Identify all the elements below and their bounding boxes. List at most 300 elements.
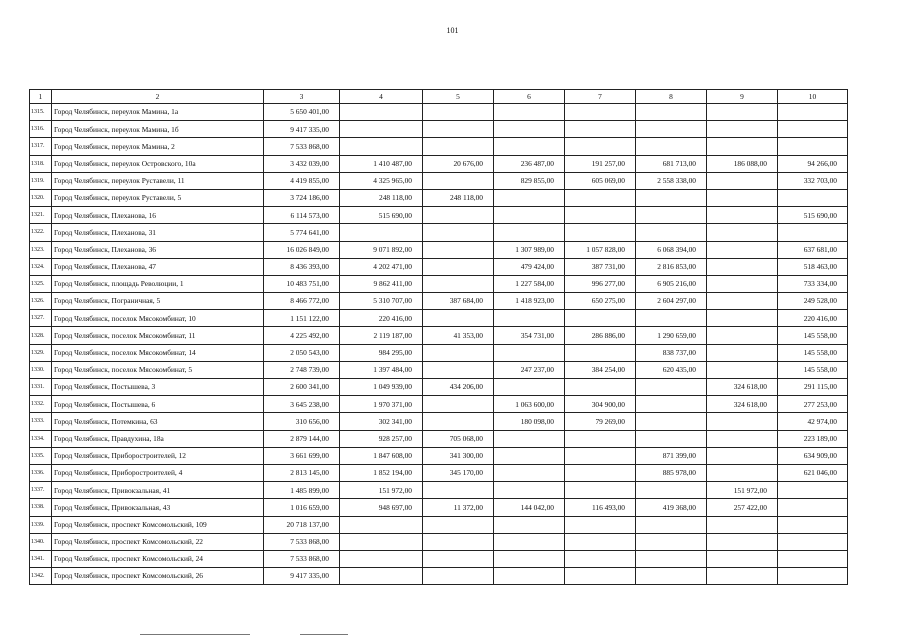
row-number: 1320.: [30, 189, 52, 206]
value-cell: [565, 344, 636, 361]
value-cell: 948 697,00: [340, 499, 423, 516]
address-cell: Город Челябинск, поселок Мясокомбинат, 10: [52, 310, 264, 327]
value-cell: 42 974,00: [778, 413, 848, 430]
column-header: 2: [52, 90, 264, 104]
value-cell: [707, 464, 778, 481]
value-cell: [778, 104, 848, 121]
value-cell: [565, 516, 636, 533]
value-cell: [494, 447, 565, 464]
value-cell: 248 118,00: [423, 189, 494, 206]
address-cell: Город Челябинск, переулок Руставели, 11: [52, 172, 264, 189]
row-number: 1328.: [30, 327, 52, 344]
header-row: [30, 90, 848, 104]
row-number: 1334.: [30, 430, 52, 447]
value-cell: [494, 224, 565, 241]
value-cell: 7 533 868,00: [264, 138, 340, 155]
value-cell: 180 098,00: [494, 413, 565, 430]
value-cell: [340, 516, 423, 533]
value-cell: [636, 310, 707, 327]
value-cell: [707, 310, 778, 327]
value-cell: [636, 430, 707, 447]
value-cell: [494, 189, 565, 206]
value-cell: [707, 516, 778, 533]
value-cell: [707, 258, 778, 275]
value-cell: 2 816 853,00: [636, 258, 707, 275]
value-cell: 332 703,00: [778, 172, 848, 189]
column-header: 5: [423, 90, 494, 104]
value-cell: 4 325 965,00: [340, 172, 423, 189]
address-cell: Город Челябинск, Плеханова, 47: [52, 258, 264, 275]
row-number: 1325.: [30, 275, 52, 292]
value-cell: 634 909,00: [778, 447, 848, 464]
value-cell: [565, 189, 636, 206]
value-cell: 304 900,00: [565, 396, 636, 413]
value-cell: [707, 224, 778, 241]
value-cell: [778, 550, 848, 567]
column-header: 9: [707, 90, 778, 104]
table-row: [30, 344, 848, 361]
value-cell: 20 676,00: [423, 155, 494, 172]
value-cell: 2 050 543,00: [264, 344, 340, 361]
value-cell: [565, 464, 636, 481]
value-cell: 236 487,00: [494, 155, 565, 172]
value-cell: 1 049 939,00: [340, 379, 423, 396]
row-number: 1337.: [30, 482, 52, 499]
value-cell: 291 115,00: [778, 379, 848, 396]
value-cell: 1 970 371,00: [340, 396, 423, 413]
value-cell: 2 600 341,00: [264, 379, 340, 396]
footer-line: [140, 634, 250, 635]
value-cell: [778, 224, 848, 241]
value-cell: [565, 104, 636, 121]
value-cell: 2 748 739,00: [264, 361, 340, 378]
value-cell: [778, 499, 848, 516]
row-number: 1342.: [30, 568, 52, 585]
address-cell: Город Челябинск, переулок Руставели, 5: [52, 189, 264, 206]
table-row: [30, 379, 848, 396]
value-cell: 650 275,00: [565, 293, 636, 310]
row-number: 1336.: [30, 464, 52, 481]
value-cell: [423, 344, 494, 361]
value-cell: [636, 207, 707, 224]
value-cell: [636, 550, 707, 567]
value-cell: 220 416,00: [778, 310, 848, 327]
value-cell: 871 399,00: [636, 447, 707, 464]
value-cell: 257 422,00: [707, 499, 778, 516]
value-cell: 191 257,00: [565, 155, 636, 172]
value-cell: [423, 533, 494, 550]
address-cell: Город Челябинск, Правдухина, 18а: [52, 430, 264, 447]
value-cell: [340, 550, 423, 567]
value-cell: 10 483 751,00: [264, 275, 340, 292]
value-cell: [494, 104, 565, 121]
value-cell: [636, 396, 707, 413]
value-cell: 1 063 600,00: [494, 396, 565, 413]
value-cell: [494, 344, 565, 361]
value-cell: 3 661 699,00: [264, 447, 340, 464]
row-number: 1327.: [30, 310, 52, 327]
value-cell: [707, 275, 778, 292]
value-cell: [565, 224, 636, 241]
column-header: 10: [778, 90, 848, 104]
table-row: [30, 189, 848, 206]
value-cell: 11 372,00: [423, 499, 494, 516]
address-cell: Город Челябинск, переулок Мамина, 2: [52, 138, 264, 155]
value-cell: 302 341,00: [340, 413, 423, 430]
value-cell: 637 681,00: [778, 241, 848, 258]
value-cell: [494, 121, 565, 138]
value-cell: [494, 138, 565, 155]
value-cell: 151 972,00: [340, 482, 423, 499]
value-cell: 1 410 487,00: [340, 155, 423, 172]
value-cell: [707, 241, 778, 258]
row-number: 1332.: [30, 396, 52, 413]
value-cell: [423, 258, 494, 275]
value-cell: [423, 172, 494, 189]
value-cell: 116 493,00: [565, 499, 636, 516]
value-cell: 829 855,00: [494, 172, 565, 189]
value-cell: [423, 224, 494, 241]
table-row: [30, 327, 848, 344]
value-cell: 248 118,00: [340, 189, 423, 206]
table-row: [30, 550, 848, 567]
value-cell: 220 416,00: [340, 310, 423, 327]
table-row: [30, 361, 848, 378]
table-row: [30, 499, 848, 516]
repair-cost-table: [29, 89, 848, 585]
value-cell: 434 206,00: [423, 379, 494, 396]
value-cell: [494, 379, 565, 396]
value-cell: [636, 413, 707, 430]
table-row: [30, 275, 848, 292]
value-cell: 249 528,00: [778, 293, 848, 310]
value-cell: [423, 550, 494, 567]
address-cell: Город Челябинск, поселок Мясокомбинат, 11: [52, 327, 264, 344]
address-cell: Город Челябинск, Плеханова, 36: [52, 241, 264, 258]
value-cell: [636, 533, 707, 550]
value-cell: [494, 482, 565, 499]
value-cell: 1 852 194,00: [340, 464, 423, 481]
value-cell: [707, 550, 778, 567]
value-cell: [636, 482, 707, 499]
address-cell: Город Челябинск, поселок Мясокомбинат, 14: [52, 344, 264, 361]
column-header: 6: [494, 90, 565, 104]
value-cell: 1 485 899,00: [264, 482, 340, 499]
value-cell: 733 334,00: [778, 275, 848, 292]
value-cell: [707, 207, 778, 224]
value-cell: [636, 516, 707, 533]
value-cell: 3 645 238,00: [264, 396, 340, 413]
value-cell: 885 978,00: [636, 464, 707, 481]
value-cell: [636, 104, 707, 121]
value-cell: 41 353,00: [423, 327, 494, 344]
value-cell: [707, 413, 778, 430]
value-cell: 681 713,00: [636, 155, 707, 172]
value-cell: 1 227 584,00: [494, 275, 565, 292]
value-cell: 9 862 411,00: [340, 275, 423, 292]
value-cell: [494, 430, 565, 447]
value-cell: [565, 568, 636, 585]
row-number: 1323.: [30, 241, 52, 258]
value-cell: 7 533 868,00: [264, 550, 340, 567]
value-cell: 2 813 145,00: [264, 464, 340, 481]
value-cell: 1 307 989,00: [494, 241, 565, 258]
address-cell: Город Челябинск, Потемкина, 63: [52, 413, 264, 430]
value-cell: [778, 121, 848, 138]
address-cell: Город Челябинск, поселок Мясокомбинат, 5: [52, 361, 264, 378]
value-cell: 621 046,00: [778, 464, 848, 481]
value-cell: 384 254,00: [565, 361, 636, 378]
value-cell: 1 397 484,00: [340, 361, 423, 378]
value-cell: [494, 516, 565, 533]
table-row: [30, 396, 848, 413]
table-row: [30, 447, 848, 464]
value-cell: [423, 413, 494, 430]
column-header: 1: [30, 90, 52, 104]
value-cell: 186 088,00: [707, 155, 778, 172]
row-number: 1316.: [30, 121, 52, 138]
value-cell: [494, 550, 565, 567]
value-cell: [565, 550, 636, 567]
value-cell: 2 119 187,00: [340, 327, 423, 344]
value-cell: [565, 138, 636, 155]
value-cell: [707, 327, 778, 344]
row-number: 1338.: [30, 499, 52, 516]
address-cell: Город Челябинск, Постышева, 3: [52, 379, 264, 396]
value-cell: 2 879 144,00: [264, 430, 340, 447]
table-row: [30, 413, 848, 430]
value-cell: [423, 361, 494, 378]
value-cell: [707, 344, 778, 361]
value-cell: [565, 533, 636, 550]
address-cell: Город Челябинск, Постышева, 6: [52, 396, 264, 413]
address-cell: Город Челябинск, Пограничная, 5: [52, 293, 264, 310]
value-cell: 6 905 216,00: [636, 275, 707, 292]
value-cell: 151 972,00: [707, 482, 778, 499]
value-cell: [707, 293, 778, 310]
address-cell: Город Челябинск, проспект Комсомольский, 24: [52, 550, 264, 567]
value-cell: 387 684,00: [423, 293, 494, 310]
table-row: [30, 293, 848, 310]
table-row: [30, 138, 848, 155]
row-number: 1326.: [30, 293, 52, 310]
value-cell: [423, 275, 494, 292]
value-cell: 144 042,00: [494, 499, 565, 516]
value-cell: [423, 568, 494, 585]
value-cell: 324 618,00: [707, 396, 778, 413]
value-cell: 9 417 335,00: [264, 568, 340, 585]
value-cell: [423, 138, 494, 155]
value-cell: 1 151 122,00: [264, 310, 340, 327]
value-cell: 705 068,00: [423, 430, 494, 447]
value-cell: 277 253,00: [778, 396, 848, 413]
value-cell: 515 690,00: [778, 207, 848, 224]
value-cell: [707, 533, 778, 550]
row-number: 1321.: [30, 207, 52, 224]
value-cell: [340, 121, 423, 138]
value-cell: 1 057 828,00: [565, 241, 636, 258]
value-cell: [636, 568, 707, 585]
value-cell: 20 718 137,00: [264, 516, 340, 533]
value-cell: 145 558,00: [778, 344, 848, 361]
value-cell: 4 225 492,00: [264, 327, 340, 344]
value-cell: 479 424,00: [494, 258, 565, 275]
value-cell: [565, 207, 636, 224]
value-cell: [494, 568, 565, 585]
address-cell: Город Челябинск, Плеханова, 31: [52, 224, 264, 241]
value-cell: 145 558,00: [778, 361, 848, 378]
address-cell: Город Челябинск, переулок Островского, 10а: [52, 155, 264, 172]
value-cell: 928 257,00: [340, 430, 423, 447]
page-number: 101: [446, 26, 459, 35]
table-row: [30, 464, 848, 481]
value-cell: [340, 568, 423, 585]
table-row: [30, 533, 848, 550]
column-header: 8: [636, 90, 707, 104]
row-number: 1322.: [30, 224, 52, 241]
value-cell: [707, 430, 778, 447]
row-number: 1324.: [30, 258, 52, 275]
value-cell: 5 774 641,00: [264, 224, 340, 241]
value-cell: [565, 447, 636, 464]
value-cell: 7 533 868,00: [264, 533, 340, 550]
value-cell: 838 737,00: [636, 344, 707, 361]
table-row: [30, 207, 848, 224]
value-cell: 324 618,00: [707, 379, 778, 396]
value-cell: [707, 568, 778, 585]
value-cell: 5 650 401,00: [264, 104, 340, 121]
value-cell: [636, 379, 707, 396]
address-cell: Город Челябинск, проспект Комсомольский, 109: [52, 516, 264, 533]
column-header: 4: [340, 90, 423, 104]
value-cell: 6 068 394,00: [636, 241, 707, 258]
value-cell: [423, 121, 494, 138]
value-cell: [423, 482, 494, 499]
row-number: 1330.: [30, 361, 52, 378]
value-cell: 9 071 892,00: [340, 241, 423, 258]
value-cell: [565, 121, 636, 138]
table-row: [30, 430, 848, 447]
value-cell: [494, 310, 565, 327]
value-cell: [636, 138, 707, 155]
table-row: [30, 482, 848, 499]
value-cell: [565, 379, 636, 396]
value-cell: [340, 224, 423, 241]
table-row: [30, 310, 848, 327]
value-cell: 79 269,00: [565, 413, 636, 430]
value-cell: [707, 138, 778, 155]
address-cell: Город Челябинск, переулок Мамина, 1а: [52, 104, 264, 121]
value-cell: 518 463,00: [778, 258, 848, 275]
row-number: 1317.: [30, 138, 52, 155]
value-cell: [707, 189, 778, 206]
value-cell: 419 368,00: [636, 499, 707, 516]
table-row: [30, 155, 848, 172]
value-cell: 16 026 849,00: [264, 241, 340, 258]
value-cell: 515 690,00: [340, 207, 423, 224]
value-cell: 620 435,00: [636, 361, 707, 378]
value-cell: 2 604 297,00: [636, 293, 707, 310]
value-cell: [707, 104, 778, 121]
address-cell: Город Челябинск, проспект Комсомольский, 26: [52, 568, 264, 585]
value-cell: 286 886,00: [565, 327, 636, 344]
value-cell: [778, 568, 848, 585]
column-header: 3: [264, 90, 340, 104]
value-cell: 3 432 039,00: [264, 155, 340, 172]
address-cell: Город Челябинск, Привокзальная, 43: [52, 499, 264, 516]
row-number: 1318.: [30, 155, 52, 172]
value-cell: [778, 516, 848, 533]
row-number: 1340.: [30, 533, 52, 550]
value-cell: 605 069,00: [565, 172, 636, 189]
value-cell: [423, 310, 494, 327]
value-cell: 94 266,00: [778, 155, 848, 172]
table-row: [30, 172, 848, 189]
value-cell: 145 558,00: [778, 327, 848, 344]
value-cell: 6 114 573,00: [264, 207, 340, 224]
value-cell: [423, 207, 494, 224]
value-cell: [494, 533, 565, 550]
value-cell: 3 724 186,00: [264, 189, 340, 206]
address-cell: Город Челябинск, проспект Комсомольский, 22: [52, 533, 264, 550]
value-cell: [340, 104, 423, 121]
table-row: [30, 568, 848, 585]
value-cell: [565, 430, 636, 447]
value-cell: 996 277,00: [565, 275, 636, 292]
address-cell: Город Челябинск, Плеханова, 16: [52, 207, 264, 224]
value-cell: 4 202 471,00: [340, 258, 423, 275]
value-cell: [707, 172, 778, 189]
value-cell: [636, 189, 707, 206]
value-cell: [423, 516, 494, 533]
value-cell: [565, 482, 636, 499]
row-number: 1315.: [30, 104, 52, 121]
value-cell: 341 300,00: [423, 447, 494, 464]
row-number: 1341.: [30, 550, 52, 567]
value-cell: [340, 533, 423, 550]
value-cell: 310 656,00: [264, 413, 340, 430]
value-cell: [636, 121, 707, 138]
address-cell: Город Челябинск, Привокзальная, 41: [52, 482, 264, 499]
value-cell: [340, 138, 423, 155]
value-cell: 8 466 772,00: [264, 293, 340, 310]
footer-line: [300, 634, 348, 635]
value-cell: 1 290 659,00: [636, 327, 707, 344]
value-cell: 9 417 335,00: [264, 121, 340, 138]
value-cell: 345 170,00: [423, 464, 494, 481]
table-row: [30, 104, 848, 121]
value-cell: [423, 104, 494, 121]
table-row: [30, 516, 848, 533]
value-cell: 2 558 338,00: [636, 172, 707, 189]
row-number: 1329.: [30, 344, 52, 361]
address-cell: Город Челябинск, площадь Революции, 1: [52, 275, 264, 292]
value-cell: [707, 447, 778, 464]
value-cell: [423, 396, 494, 413]
value-cell: [423, 241, 494, 258]
row-number: 1331.: [30, 379, 52, 396]
value-cell: 8 436 393,00: [264, 258, 340, 275]
table-row: [30, 121, 848, 138]
value-cell: [778, 482, 848, 499]
value-cell: [636, 224, 707, 241]
value-cell: [494, 207, 565, 224]
value-cell: 1 016 659,00: [264, 499, 340, 516]
column-header: 7: [565, 90, 636, 104]
value-cell: [778, 138, 848, 155]
address-cell: Город Челябинск, Приборостроителей, 12: [52, 447, 264, 464]
value-cell: 387 731,00: [565, 258, 636, 275]
